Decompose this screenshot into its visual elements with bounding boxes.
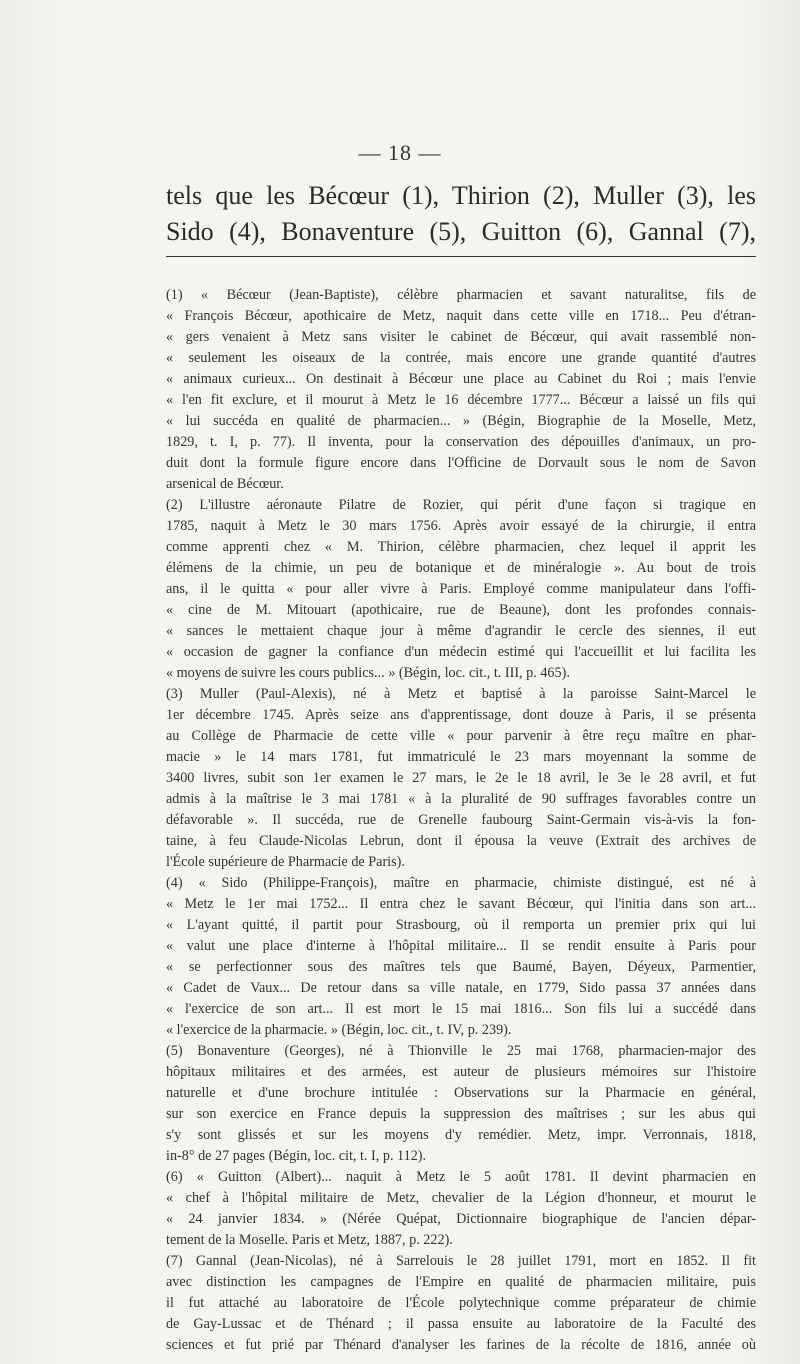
footnote-line: sur son exercice en France depuis la suppression des maîtrises ; sur les abus qui [166, 1106, 756, 1122]
footnote-line: admis à la maîtrise le 3 mai 1781 « à la pluralité de 90 suffrages favorables contre un [166, 791, 756, 807]
footnote-line: « 24 janvier 1834. » (Nérée Quépat, Dictionnaire biographique de l'ancien dépar- [166, 1211, 756, 1227]
footnote-line: 1er décembre 1745. Après seize ans d'apprentissage, dont douze à Paris, il se présenta [166, 707, 756, 723]
footnote-separator [166, 256, 756, 257]
footnote-line: ans, il le quitta « pour aller vivre à Paris. Employé comme manipulateur dans l'offi- [166, 581, 756, 597]
footnote-line: « François Bécœur, apothicaire de Metz, naquit dans cette ville en 1718... Peu d'étran- [166, 308, 756, 324]
footnote-line: s'y sont glissés et sur les moyens d'y remédier. Metz, impr. Verronnais, 1818, [166, 1127, 756, 1143]
footnote-line: hôpitaux militaires et des armées, est auteur de plusieurs mémoires sur l'histoire [166, 1064, 756, 1080]
footnote-line: « occasion de gagner la confiance d'un médecin estimé qui l'accueillit et lui facilita les [166, 644, 756, 660]
footnote-line: (2) L'illustre aéronaute Pilatre de Rozier, qui périt d'une façon si tragique en [166, 497, 756, 513]
footnote-line: in-8° de 27 pages (Bégin, loc. cit, t. I, p. 112). [166, 1148, 427, 1164]
footnote-line: (5) Bonaventure (Georges), né à Thionville le 25 mai 1768, pharmacien-major des [166, 1043, 756, 1059]
footnote-line: duit dont la formule figure encore dans l'Officine de Dorvault sous le nom de Savon [166, 455, 756, 471]
footnote-line: macie » le 14 mars 1781, fut immatriculé le 23 mars moyennant la somme de [166, 749, 756, 765]
footnote-line: (3) Muller (Paul-Alexis), né à Metz et baptisé à la paroisse Saint-Marcel le [166, 686, 756, 702]
footnote-line: « moyens de suivre les cours publics... » (Bégin, loc. cit., t. III, p. 465). [166, 665, 570, 681]
footnote-line: « L'ayant quitté, il partit pour Strasbourg, où il remporta un premier prix qui lui [166, 917, 756, 933]
footnote-line: (7) Gannal (Jean-Nicolas), né à Sarrelouis le 28 juillet 1791, mort en 1852. Il fit [166, 1253, 756, 1269]
footnote-line: « seulement les oiseaux de la contrée, mais encore une grande quantité d'autres [166, 350, 756, 366]
main-text-line: Sido (4), Bonaventure (5), Guitton (6), Gannal (7), [166, 217, 756, 246]
footnote-line: sciences et fut prié par Thénard d'analyser les farines de la récolte de 1816, année où [166, 1337, 756, 1353]
footnote-line: l'École supérieure de Pharmacie de Paris). [166, 854, 405, 870]
footnote-line: « Metz le 1er mai 1752... Il entra chez le savant Bécœur, qui l'initia dans son art... [166, 896, 756, 912]
footnote-line: « l'exercice de la pharmacie. » (Bégin, loc. cit., t. IV, p. 239). [166, 1022, 512, 1038]
footnote-line: il fut attaché au laboratoire de l'École polytechnique comme préparateur de chimie [166, 1295, 756, 1311]
footnote-line: arsenical de Bécœur. [166, 476, 284, 492]
footnote-line: naturelle et d'une brochure intitulée : Observations sur la Pharmacie en général, [166, 1085, 756, 1101]
main-text-line: tels que les Bécœur (1), Thirion (2), Muller (3), les [166, 181, 756, 210]
footnote-line: de Gay-Lussac et de Thénard ; il passa ensuite au laboratoire de la Faculté des [166, 1316, 756, 1332]
footnote-line: « sances le mettaient chaque jour à même d'agrandir le cercle des siennes, il eut [166, 623, 756, 639]
footnote-line: (4) « Sido (Philippe-François), maître en pharmacie, chimiste distingué, est né à [166, 875, 756, 891]
main-text [166, 178, 756, 250]
footnote-line: avec distinction les campagnes de l'Empire en qualité de pharmacien militaire, puis [166, 1274, 756, 1290]
footnote-line: « gers venaient à Metz sans visiter le cabinet de Bécœur, qui avait rassemblé non- [166, 329, 756, 345]
footnote-line: défavorable ». Il succéda, rue de Grenelle faubourg Saint-Germain vis-à-vis la fon- [166, 812, 756, 828]
footnote-line: (6) « Guitton (Albert)... naquit à Metz le 5 août 1781. Il devint pharmacien en [166, 1169, 756, 1185]
footnote-line: taine, à feu Claude-Nicolas Lebrun, dont il épousa la veuve (Extrait des archives de [166, 833, 756, 849]
footnote-line: « animaux curieux... On destinait à Bécœur une place au Cabinet du Roi ; mais l'envie [166, 371, 756, 387]
page-number: — 18 — [358, 140, 442, 165]
footnotes [166, 285, 756, 1356]
footnote-line: tement de la Moselle. Paris et Metz, 1887, p. 222). [166, 1232, 453, 1248]
footnote-line: comme apprenti chez « M. Thirion, célèbre pharmacien, chez lequel il apprit les [166, 539, 756, 555]
footnote-line: élémens de la chimie, un peu de botanique et de minéralogie ». Au bout de trois [166, 560, 756, 576]
footnote-line: « valut une place d'interne à l'hôpital militaire... Il se rendit ensuite à Paris pour [166, 938, 756, 954]
footnote-line: « lui succéda en qualité de pharmacien... » (Bégin, Biographie de la Moselle, Metz, [166, 413, 756, 429]
footnote-line: « se perfectionner sous des maîtres tels que Baumé, Bayen, Déyeux, Parmentier, [166, 959, 756, 975]
footnote-line: « l'exercice de son art... Il est mort le 15 mai 1816... Son fils lui a succédé dans [166, 1001, 756, 1017]
footnote-line: (1) « Bécœur (Jean-Baptiste), célèbre pharmacien et savant naturalitse, fils de [166, 287, 756, 303]
footnote-line: au Collège de Pharmacie de cette ville « pour parvenir à être reçu maître en phar- [166, 728, 756, 744]
footnote-line: 1785, naquit à Metz le 30 mars 1756. Après avoir essayé de la chirurgie, il entra [166, 518, 756, 534]
footnote-line: « l'en fit exclure, et il mourut à Metz le 16 décembre 1777... Bécœur a laissé un fils qui [166, 392, 756, 408]
footnote-line: « cine de M. Mitouart (apothicaire, rue de Beaune), dont les profondes connais- [166, 602, 756, 618]
footnote-line: « Cadet de Vaux... De retour dans sa ville natale, en 1779, Sido passa 37 années dans [166, 980, 756, 996]
footnote-line: « chef à l'hôpital militaire de Metz, chevalier de la Légion d'honneur, et mourut le [166, 1190, 756, 1206]
footnote-line: 3400 livres, subit son 1er examen le 27 mars, le 2e le 18 avril, le 3e le 28 avril, et fut [166, 770, 756, 786]
footnote-line: 1829, t. I, p. 77). Il inventa, pour la conservation des dépouilles d'animaux, un pro- [166, 434, 756, 450]
